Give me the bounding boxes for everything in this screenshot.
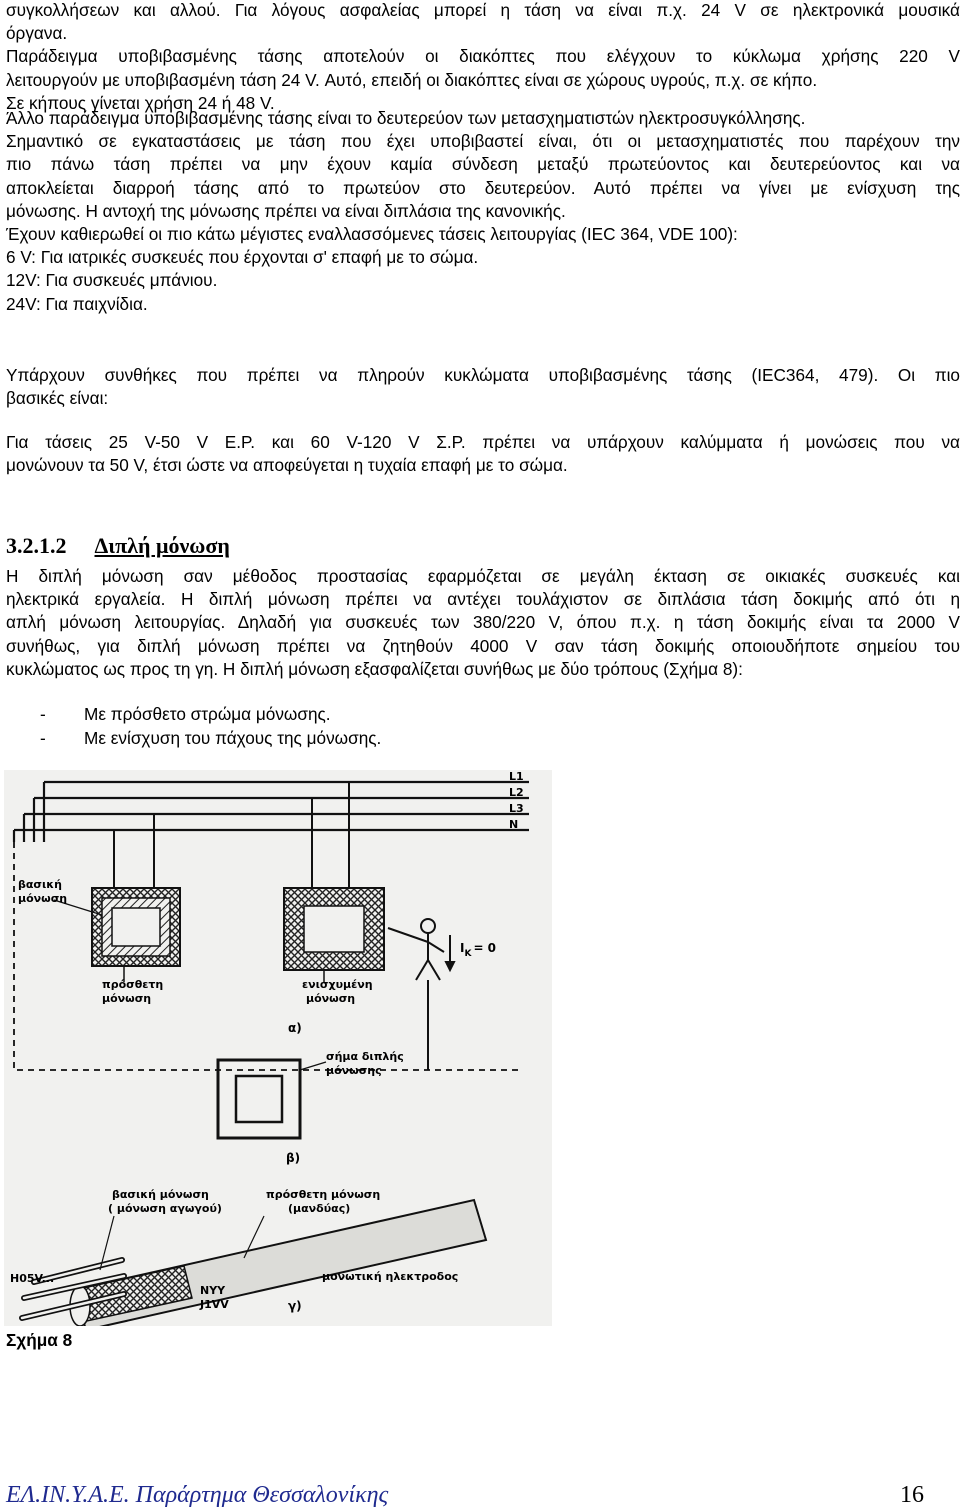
text-line: Η διπλή μόνωση σαν μέθοδος προστασίας εφαρμόζεται σε μεγάλη έκταση σε οικιακές συσκευές και bbox=[6, 566, 960, 586]
list-item-text: Με ενίσχυση του πάχους της μόνωσης. bbox=[84, 728, 382, 748]
list-item-text: Με πρόσθετο στρώμα μόνωσης. bbox=[84, 704, 331, 724]
text-line: αποκλείεται διαρροή τάσης από το πρωτεύον στο δευτερεύον. Αυτό πρέπει να γίνει με ενίσχυση της bbox=[6, 177, 960, 198]
voltage-paragraph bbox=[6, 431, 960, 477]
protective-earth-line bbox=[14, 842, 519, 1070]
text-line: κυκλώματος ως προς τη γη. Η διπλή μόνωση εξασφαλίζεται συνήθως με δύο τρόπους (Σχήμα 8): bbox=[6, 658, 743, 679]
fault-current-label: $I_K = 0$ bbox=[460, 941, 497, 959]
double-insulation-paragraph bbox=[6, 565, 960, 681]
basic-insulation-label: βασική bbox=[18, 878, 62, 891]
supply-lines bbox=[14, 782, 529, 842]
reinforced-insulation-label: μόνωση bbox=[306, 992, 356, 1005]
additional-insulation-label: μόνωση bbox=[102, 992, 152, 1005]
cable-cross-section bbox=[22, 1200, 486, 1326]
symbol-label: σήμα διπλής bbox=[326, 1050, 404, 1063]
text-line: Έχουν καθιερωθεί οι πιο κάτω μέγιστες εναλλασσόμενες τάσεις λειτουργίας (IEC 364, VDE 100): bbox=[6, 224, 738, 245]
double-insulation-symbol bbox=[218, 1060, 326, 1138]
section-number: 3.2.1.2 bbox=[6, 533, 67, 558]
double-insulation-diagram bbox=[4, 770, 552, 1326]
line-label-l2: L2 bbox=[509, 786, 524, 799]
text-line: 24V: Για παιχνίδια. bbox=[6, 293, 148, 314]
cable-type-label: J1VV bbox=[200, 1298, 229, 1311]
text-line: συγκολλήσεων και αλλού. Για λόγους ασφαλείας μπορεί η τάση να είναι π.χ. 24 V σε ηλεκτρονικά μουσικά bbox=[6, 0, 960, 20]
page-number: 16 bbox=[900, 1482, 924, 1508]
text-line: Παράδειγμα υποβιβασμένης τάσης αποτελούν οι διακόπτες που ελέγχουν το κύκλωμα χρήσης 220 V bbox=[6, 46, 960, 67]
list-item bbox=[40, 704, 331, 725]
appliance-additional-insulation bbox=[54, 814, 180, 982]
figure-8-diagram bbox=[4, 770, 552, 1326]
line-label-n: N bbox=[509, 818, 519, 831]
sheath-label: πρόσθετη μόνωση bbox=[266, 1188, 381, 1201]
line-label-l3: L3 bbox=[509, 802, 524, 815]
subfigure-a-label: α) bbox=[288, 1021, 302, 1035]
reinforced-insulation-label: ενισχυμένη bbox=[302, 978, 373, 991]
text-line: Άλλο παράδειγμα υποβιβασμένης τάσης είναι το δευτερεύον των μετασχηματιστών ηλεκτροσυγκόλλησης. bbox=[6, 108, 806, 128]
secondary-paragraph bbox=[6, 107, 960, 316]
text-line: λειτουργούν με υποβιβασμένη τάση 24 V. Αυτό, επειδή οι διακόπτες είναι σε χώρους υγρούς, π.χ. σε κήπο. bbox=[6, 69, 818, 90]
cable-type-label: NYY bbox=[200, 1284, 226, 1297]
text-line: όργανα. bbox=[6, 23, 68, 44]
footer-organization: ΕΛ.ΙΝ.Υ.Α.Ε. Παράρτημα Θεσσαλονίκης bbox=[6, 1482, 389, 1508]
text-line: ηλεκτρικά εργαλεία. Η διπλή μόνωση πρέπει να αντέχει τουλάχιστον σε διπλάσια τάση δοκιμής από ότι η bbox=[6, 589, 960, 610]
text-line: Για τάσεις 25 V-50 V Ε.Ρ. και 60 V-120 V Σ.Ρ. πρέπει να υπάρχουν καλύμματα ή μονώσεις που να bbox=[6, 432, 960, 452]
text-line: απλή μόνωση λειτουργίας. Δηλαδή για συσκευές των 380/220 V, όπου π.χ. η τάση δοκιμής είναι τα 2000 V bbox=[6, 612, 960, 633]
text-line: 6 V: Για ιατρικές συσκευές που έρχονται σ' επαφή με το σώμα. bbox=[6, 247, 479, 268]
conductor-insulation-label: ( μόνωση αγωγού) bbox=[108, 1202, 222, 1215]
list-item bbox=[40, 728, 381, 749]
conditions-paragraph bbox=[6, 364, 960, 410]
line-label-l1: L1 bbox=[509, 770, 524, 783]
text-line: Σημαντικό σε εγκαταστάσεις με τάση που έχει υποβιβαστεί είναι, ότι οι μετασχηματιστές που παρέχουν την bbox=[6, 131, 960, 152]
section-title: Διπλή μόνωση bbox=[94, 533, 230, 558]
text-line: μονώνουν τα 50 V, έτσι ώστε να αποφεύγεται η τυχαία επαφή με το σώμα. bbox=[6, 455, 568, 476]
subfigure-c-label: γ) bbox=[288, 1299, 302, 1313]
cable-type-label: H05V... bbox=[10, 1272, 55, 1285]
list-dash: - bbox=[40, 704, 46, 724]
text-line: 12V: Για συσκευές μπάνιου. bbox=[6, 270, 218, 291]
text-line: συνήθως, για διπλή μόνωση πρέπει να ζητηθούν 4000 V σαν τάση δοκιμής οποιουδήποτε σημείου του bbox=[6, 635, 960, 656]
list-dash: - bbox=[40, 728, 46, 748]
conductor-insulation-label: βασική μόνωση bbox=[112, 1188, 209, 1201]
text-line: μόνωσης. Η αντοχή της μόνωσης πρέπει να είναι διπλάσια της κανονικής. bbox=[6, 200, 566, 221]
text-line: Σε κήπους γίνεται χρήση 24 ή 48 V. bbox=[6, 92, 275, 113]
sheath-label: (μανδύας) bbox=[288, 1202, 351, 1215]
text-line: βασικές είναι: bbox=[6, 388, 109, 409]
symbol-label: μόνωσης bbox=[326, 1064, 382, 1077]
text-line: Υπάρχουν συνθήκες που πρέπει να πληρούν κυκλώματα υποβιβασμένης τάσης (IEC364, 479). Οι πιο bbox=[6, 365, 960, 385]
figure-caption: Σχήμα 8 bbox=[6, 1330, 73, 1350]
section-heading bbox=[6, 533, 230, 559]
text-line: πιο πάνω τάση πρέπει να μην έχουν καμία σύνδεση μεταξύ πρωτεύοντος και δευτερεύοντος και να bbox=[6, 154, 960, 175]
person-figure bbox=[388, 919, 454, 1070]
basic-insulation-label: μόνωση bbox=[18, 892, 68, 905]
subfigure-b-label: β) bbox=[286, 1151, 301, 1165]
protective-sheath-label: μονωτική ηλεκτροδος bbox=[322, 1270, 459, 1283]
appliance-reinforced-insulation bbox=[284, 782, 384, 982]
intro-paragraph bbox=[6, 0, 960, 115]
additional-insulation-label: πρόσθετη bbox=[102, 978, 164, 991]
